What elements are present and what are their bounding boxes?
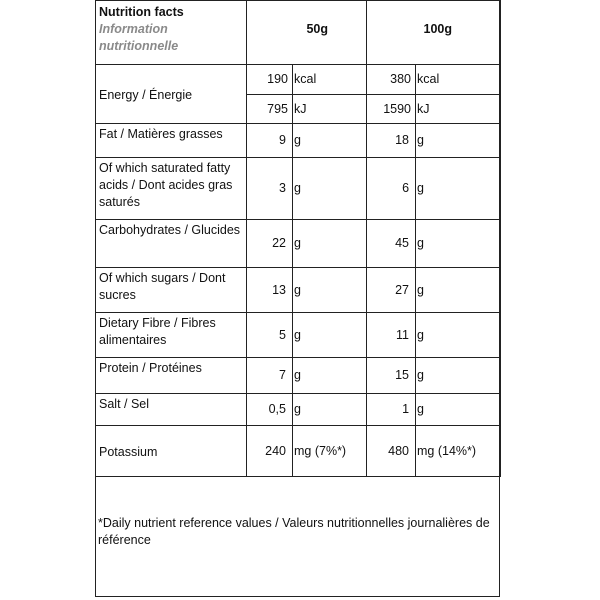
- value-50g: 0,5: [247, 394, 293, 426]
- energy-kj-unit-50: kJ: [293, 95, 367, 124]
- row-label: Protein / Protéines: [96, 358, 247, 394]
- energy-kj-50: 795: [247, 95, 293, 124]
- value-100g: 15: [367, 358, 416, 394]
- value-100g: 480: [367, 426, 416, 477]
- value-50g: 5: [247, 313, 293, 358]
- unit-50g: g: [293, 358, 367, 394]
- value-50g: 240: [247, 426, 293, 477]
- unit-100g: g: [416, 124, 501, 158]
- unit-100g: g: [416, 158, 501, 220]
- unit-100g: g: [416, 220, 501, 268]
- table-row: [96, 358, 501, 394]
- unit-50g: g: [293, 220, 367, 268]
- header-row: [96, 1, 501, 65]
- energy-kj-unit-100: kJ: [416, 95, 501, 124]
- energy-kcal-unit-100: kcal: [416, 65, 501, 95]
- table-row: [96, 394, 501, 426]
- value-100g: 11: [367, 313, 416, 358]
- value-100g: 6: [367, 158, 416, 220]
- unit-50g: g: [293, 158, 367, 220]
- row-label: Of which saturated fatty acids / Dont acides gras saturés: [96, 158, 247, 220]
- unit-50g: g: [293, 268, 367, 313]
- unit-100g: g: [416, 313, 501, 358]
- table-row: [96, 268, 501, 313]
- energy-kj-100: 1590: [367, 95, 416, 124]
- value-100g: 45: [367, 220, 416, 268]
- value-50g: 9: [247, 124, 293, 158]
- unit-50g: g: [293, 394, 367, 426]
- energy-kcal-row: [96, 65, 501, 95]
- unit-50g: g: [293, 124, 367, 158]
- value-50g: 22: [247, 220, 293, 268]
- table-title: Nutrition facts: [99, 5, 184, 19]
- row-label: Carbohydrates / Glucides: [96, 220, 247, 268]
- footnote: *Daily nutrient reference values / Valeurs nutritionnelles journalières de référence: [98, 516, 490, 547]
- table-subtitle: Information nutritionnelle: [99, 22, 179, 53]
- unit-100g: g: [416, 394, 501, 426]
- column-header-100g: 100g: [367, 1, 501, 65]
- energy-kcal-unit-50: kcal: [293, 65, 367, 95]
- unit-50g: g: [293, 313, 367, 358]
- row-label: Fat / Matières grasses: [96, 124, 247, 158]
- energy-kcal-100: 380: [367, 65, 416, 95]
- row-label: Dietary Fibre / Fibres alimentaires: [96, 313, 247, 358]
- header-cell: [96, 1, 247, 65]
- row-label: Of which sugars / Dont sucres: [96, 268, 247, 313]
- unit-100g: g: [416, 358, 501, 394]
- energy-kcal-50: 190: [247, 65, 293, 95]
- row-label: Potassium: [96, 426, 247, 477]
- unit-100g: mg (14%*): [416, 426, 501, 477]
- table-row: [96, 313, 501, 358]
- unit-50g: mg (7%*): [293, 426, 367, 477]
- energy-label: Energy / Énergie: [96, 65, 247, 124]
- table-row: [96, 220, 501, 268]
- value-50g: 13: [247, 268, 293, 313]
- table-row: [96, 426, 501, 477]
- table-row: [96, 124, 501, 158]
- value-50g: 3: [247, 158, 293, 220]
- unit-100g: g: [416, 268, 501, 313]
- value-100g: 18: [367, 124, 416, 158]
- value-100g: 1: [367, 394, 416, 426]
- table-row: [96, 158, 501, 220]
- nutrition-table: [95, 0, 501, 477]
- row-label: Salt / Sel: [96, 394, 247, 426]
- value-100g: 27: [367, 268, 416, 313]
- value-50g: 7: [247, 358, 293, 394]
- column-header-50g: 50g: [247, 1, 367, 65]
